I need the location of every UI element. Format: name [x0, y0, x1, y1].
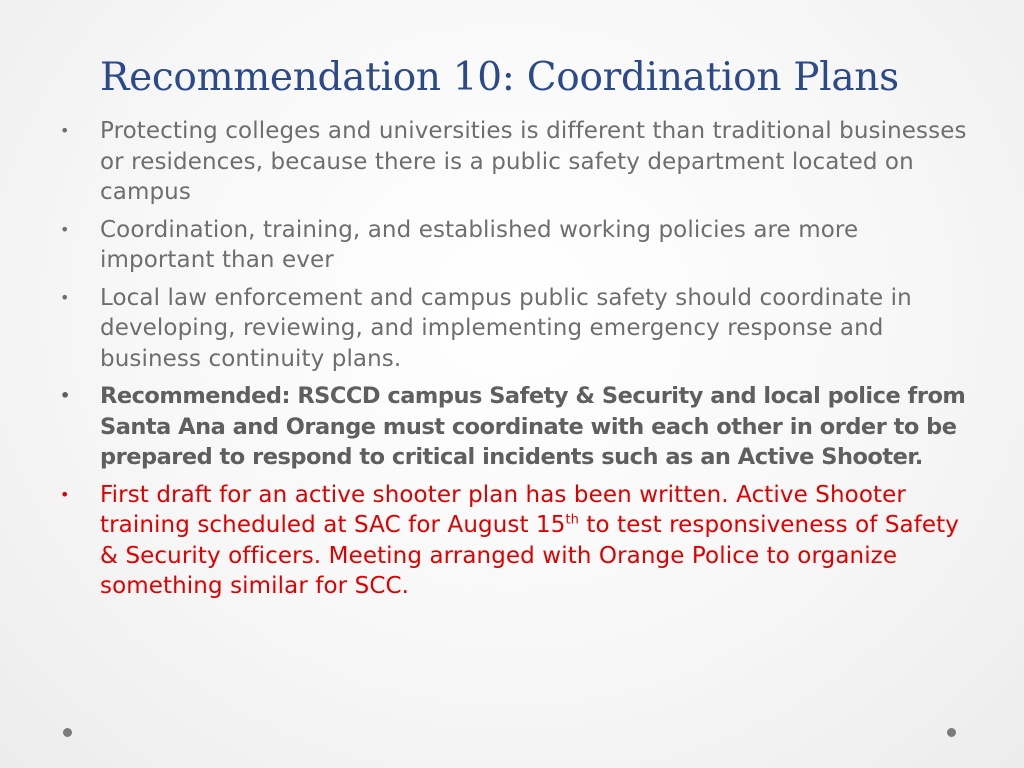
- bullet-text-before: First draft for an active shooter plan has been written. Active Shooter training scheduled at SAC for August 15: [100, 481, 906, 538]
- bullet-item: [60, 116, 970, 208]
- bullet-text: Local law enforcement and campus public safety should coordinate in developing, reviewing, and implementing emergency response and business continuity plans.: [100, 284, 912, 372]
- bullet-text-after: to test responsiveness of Safety & Security officers. Meeting arranged with Orange Police to organize something similar for SCC.: [100, 512, 960, 599]
- bullet-item: [60, 283, 970, 375]
- bullet-marker: •: [60, 484, 70, 504]
- bullet-marker: •: [60, 386, 70, 405]
- bullet-item-status-update: [60, 480, 970, 602]
- bullet-list: [60, 116, 970, 609]
- bullet-item-recommendation: [60, 381, 970, 473]
- bullet-text: Protecting colleges and universities is different than traditional businesses or residences, because there is a public safety department located on campus: [100, 118, 967, 205]
- bullet-item: [60, 215, 970, 276]
- decorative-dot-right: [947, 728, 956, 737]
- slide-title: Recommendation 10: Coordination Plans: [100, 55, 899, 100]
- bullet-text: Coordination, training, and established working policies are more important than ever: [100, 216, 859, 273]
- bullet-marker: •: [60, 121, 70, 140]
- bullet-marker: •: [60, 219, 70, 239]
- decorative-dot-left: [63, 728, 72, 737]
- bullet-text: Recommended: RSCCD campus Safety & Security and local police from Santa Ana and Orange must coordinate with each other in order to be prepared to respond to critical incidents such as an Active Shooter.: [100, 383, 966, 470]
- ordinal-superscript: th: [565, 512, 579, 528]
- bullet-marker: •: [60, 287, 70, 307]
